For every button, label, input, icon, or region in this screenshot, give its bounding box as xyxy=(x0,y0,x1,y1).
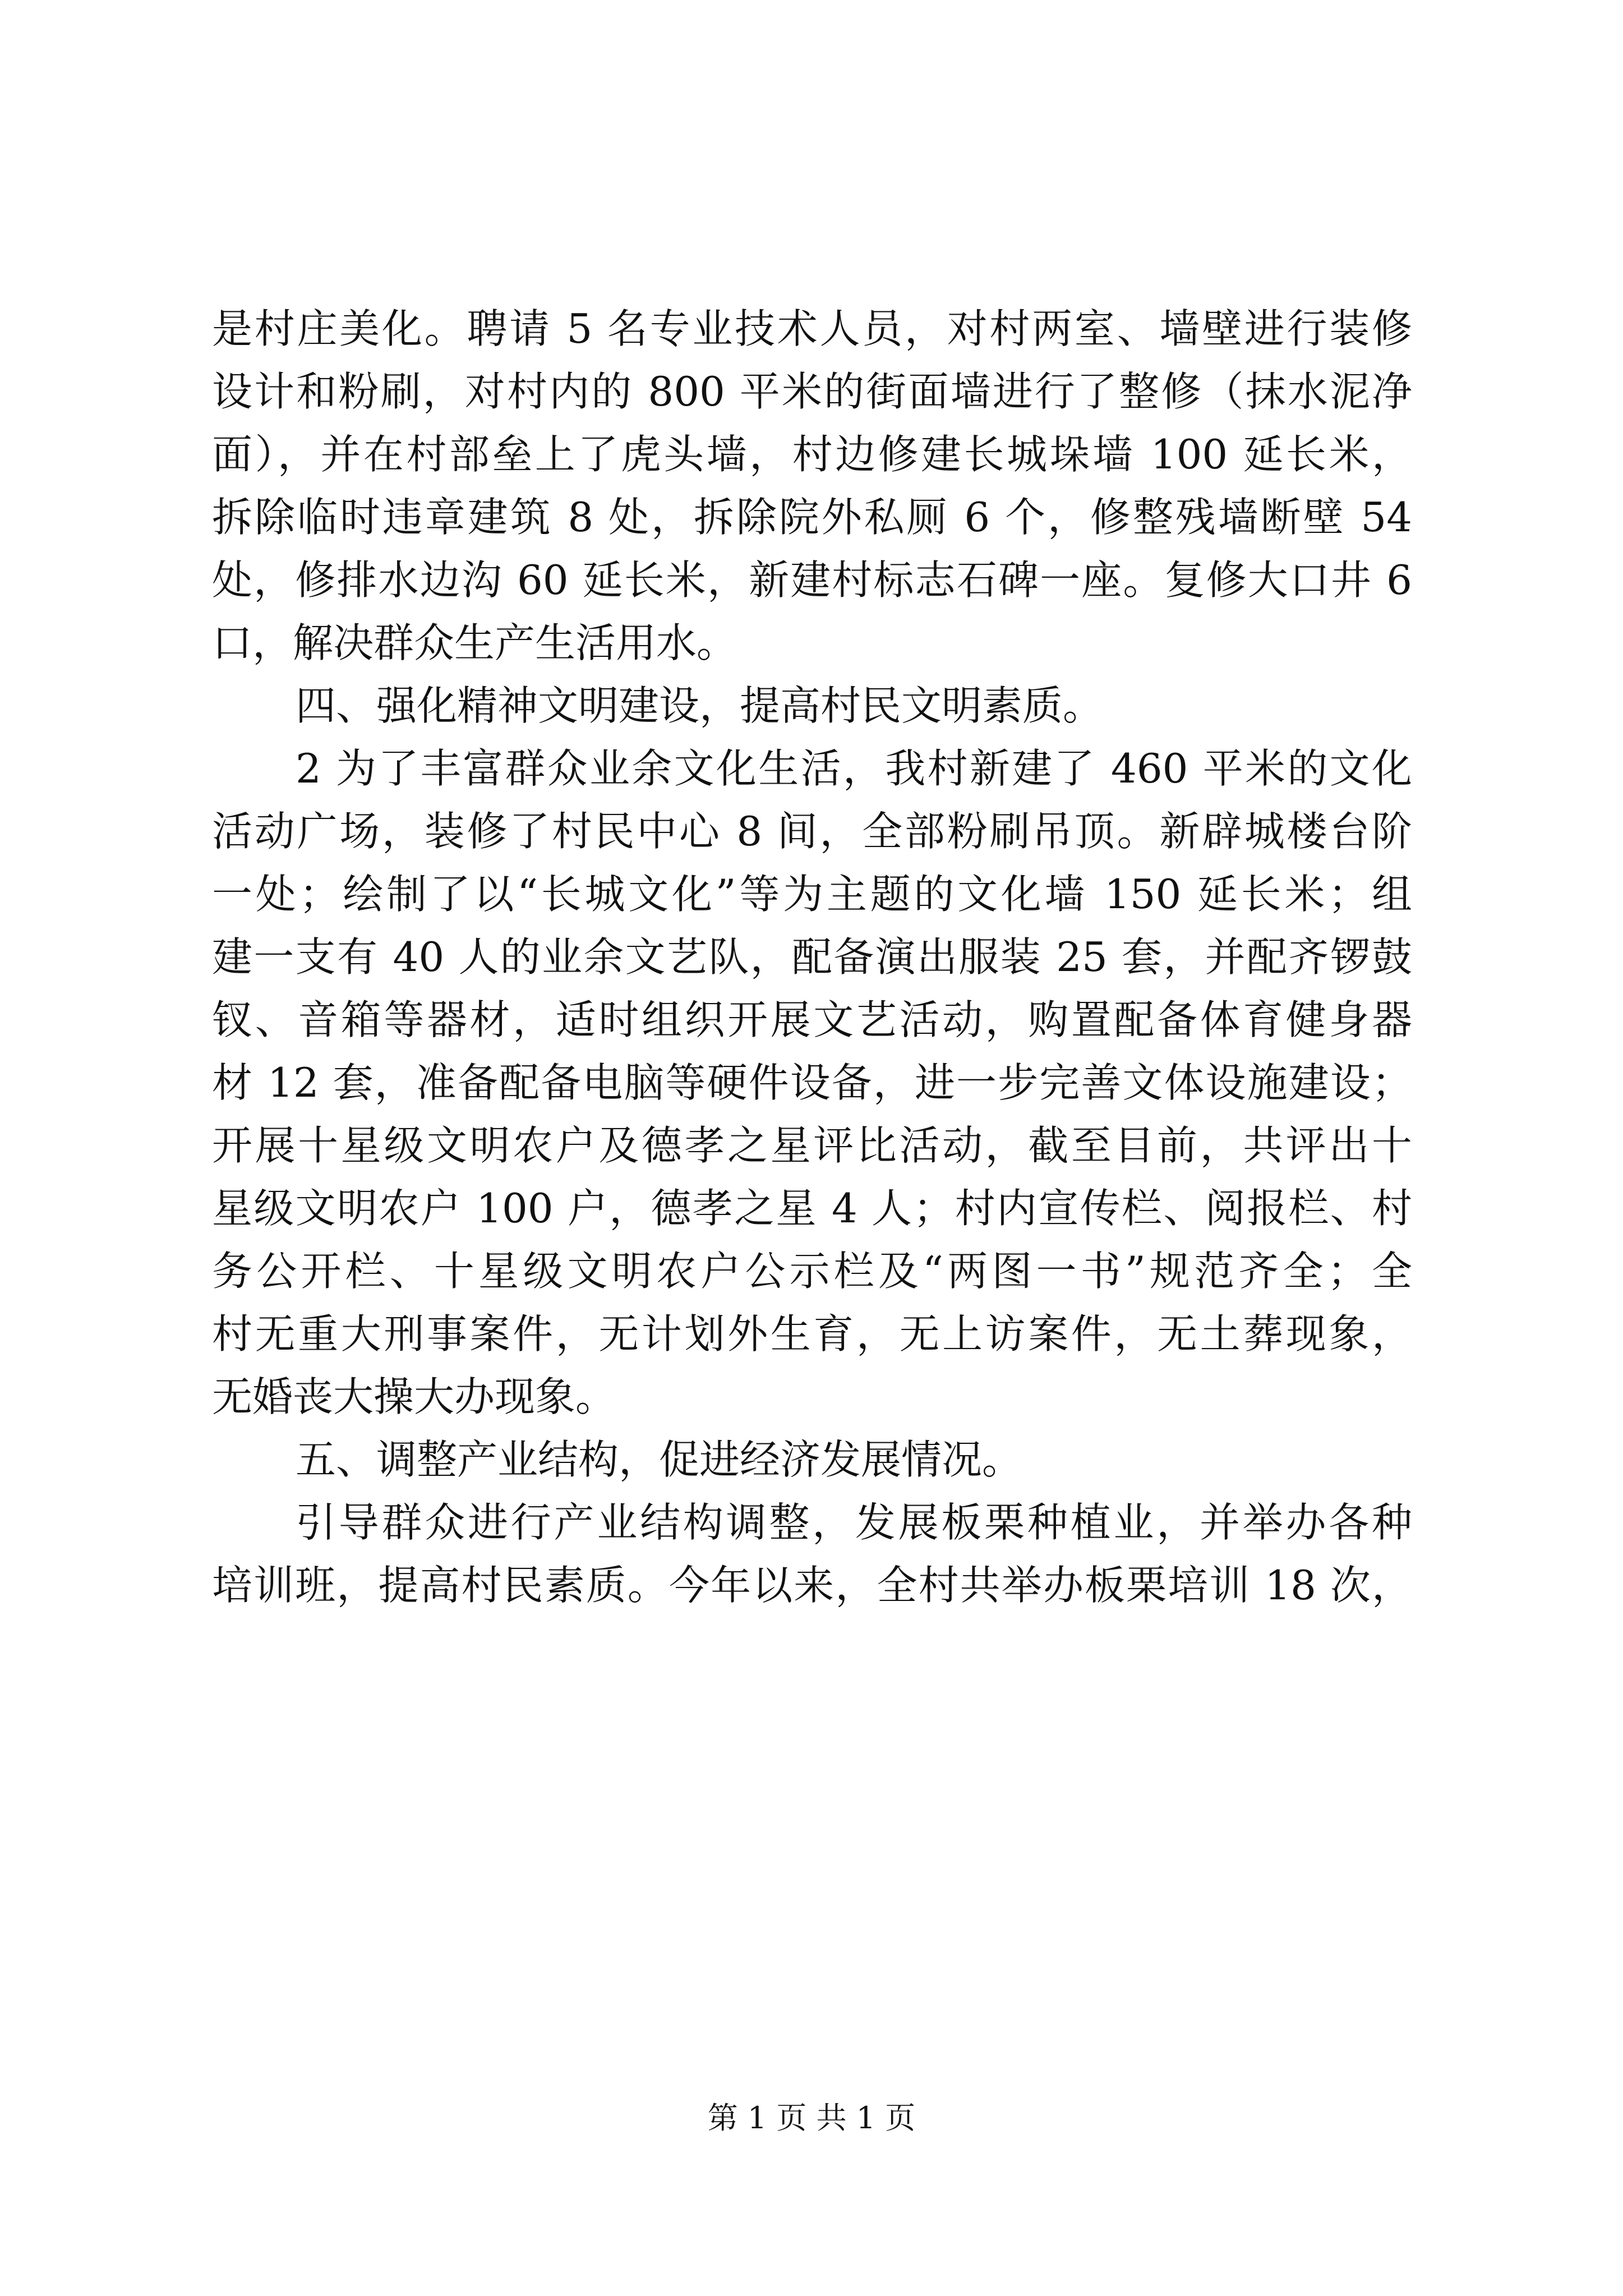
text-line: 2 为了丰富群众业余文化生活，我村新建了 460 平米的文化 xyxy=(296,745,1412,792)
section-heading: 五、调整产业结构，促进经济发展情况。 xyxy=(296,1436,1023,1483)
text-line: 处，修排水边沟 60 延长米，新建村标志石碑一座。复修大口井 6 xyxy=(212,556,1412,604)
text-line: 开展十星级文明农户及德孝之星评比活动，截至目前，共评出十 xyxy=(212,1122,1412,1169)
section-heading: 四、强化精神文明建设，提高村民文明素质。 xyxy=(296,682,1104,729)
text-line: 培训班，提高村民素质。今年以来，全村共举办板栗培训 18 次， xyxy=(212,1562,1412,1609)
text-line: 引导群众进行产业结构调整，发展板栗种植业，并举办各种 xyxy=(296,1499,1412,1546)
text-line: 务公开栏、十星级文明农户公示栏及“两图一书”规范齐全；全 xyxy=(212,1248,1412,1295)
text-line: 星级文明农户 100 户，德孝之星 4 人；村内宣传栏、阅报栏、村 xyxy=(212,1185,1412,1232)
text-line: 设计和粉刷，对村内的 800 平米的街面墙进行了整修（抹水泥净 xyxy=(212,368,1412,415)
text-line: 拆除临时违章建筑 8 处，拆除院外私厕 6 个，修整残墙断壁 54 xyxy=(212,494,1412,541)
text-line: 建一支有 40 人的业余文艺队，配备演出服装 25 套，并配齐锣鼓 xyxy=(212,933,1412,981)
text-line: 无婚丧大操大办现象。 xyxy=(212,1373,616,1420)
page-footer: 第 1 页 共 1 页 xyxy=(707,2100,916,2136)
text-line: 口，解决群众生产生活用水。 xyxy=(212,619,737,666)
text-line: 材 12 套，准备配备电脑等硬件设备，进一步完善文体设施建设； xyxy=(212,1059,1412,1106)
text-line: 是村庄美化。聘请 5 名专业技术人员，对村两室、墙壁进行装修 xyxy=(212,305,1412,352)
text-line: 面），并在村部垒上了虎头墙，村边修建长城垛墙 100 延长米， xyxy=(212,431,1412,478)
text-line: 村无重大刑事案件，无计划外生育，无上访案件，无土葬现象， xyxy=(212,1310,1412,1358)
text-line: 一处；绘制了以“长城文化”等为主题的文化墙 150 延长米；组 xyxy=(212,871,1412,918)
text-line: 钗、音箱等器材，适时组织开展文艺活动，购置配备体育健身器 xyxy=(212,996,1412,1043)
text-line: 活动广场，装修了村民中心 8 间，全部粉刷吊顶。新辟城楼台阶 xyxy=(212,808,1412,855)
